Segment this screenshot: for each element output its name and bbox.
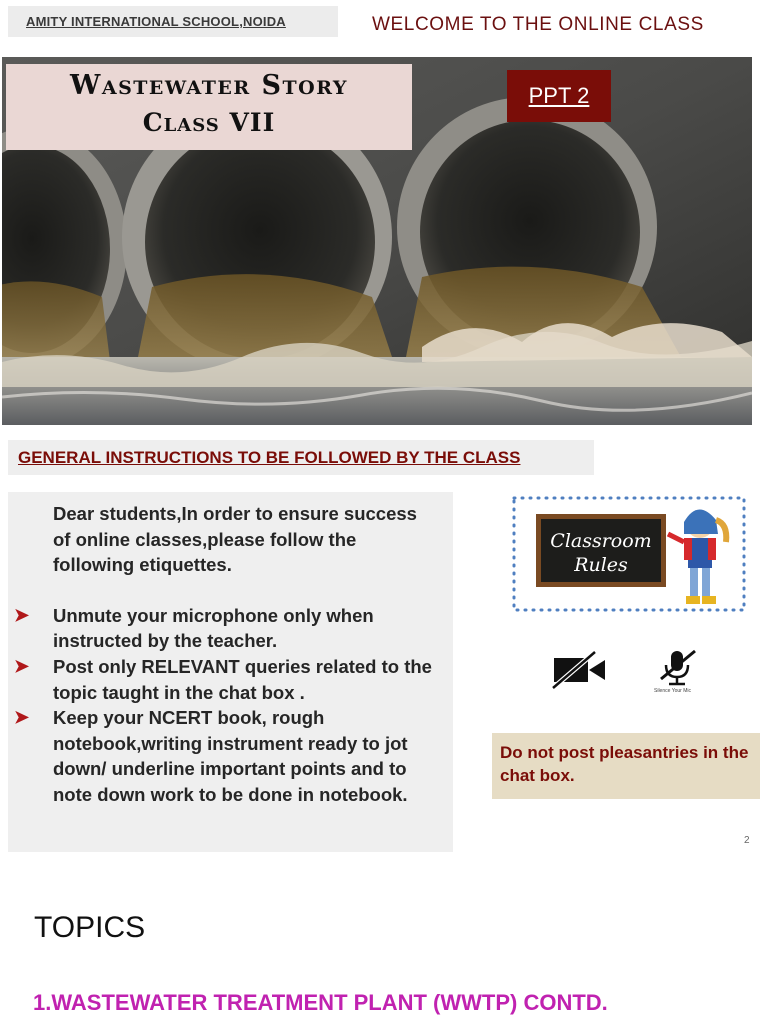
rule-item	[14, 705, 433, 807]
presentation-title: Wastewater Story	[70, 70, 348, 101]
topic-item: 1.WASTEWATER TREATMENT PLANT (WWTP) CONTD.	[33, 990, 608, 1015]
title-box	[6, 64, 412, 150]
instructions-heading: GENERAL INSTRUCTIONS TO BE FOLLOWED BY THE CLASS	[18, 447, 521, 467]
arrow-bullet-icon: ➤	[14, 604, 30, 625]
classroom-rules-illustration	[508, 494, 748, 616]
welcome-text: WELCOME TO THE ONLINE CLASS	[372, 14, 704, 35]
mic-off-icon	[655, 647, 699, 692]
rule-item	[14, 654, 433, 705]
arrow-bullet-icon: ➤	[14, 707, 30, 728]
class-label: Class VII	[142, 108, 276, 137]
ppt-badge	[507, 70, 611, 122]
classroom-rules-card	[508, 494, 748, 616]
ppt-badge-label: PPT 2	[528, 83, 590, 108]
instructions-intro: Dear students,In order to ensure success of online classes,please follow the following etiquettes.	[53, 503, 417, 576]
camera-off-icon	[551, 650, 607, 695]
rule-item	[14, 603, 433, 654]
instructions-heading-box	[8, 440, 594, 475]
chat-note: Do not post pleasantries in the chat box.	[492, 733, 760, 799]
mic-caption: Silence Your Mic	[654, 688, 691, 694]
school-name-box	[8, 6, 338, 37]
instructions-body	[8, 492, 453, 852]
rules-sign-line1: Classroom	[550, 530, 652, 552]
page-number: 2	[744, 835, 750, 846]
rule-text: Unmute your microphone only when instructed by the teacher.	[53, 604, 374, 652]
school-name: AMITY INTERNATIONAL SCHOOL,NOIDA	[26, 14, 286, 29]
rule-text: Keep your NCERT book, rough notebook,writing instrument ready to jot down/ underline important points and to note down work to be done in notebook.	[53, 707, 408, 805]
topics-heading: TOPICS	[34, 911, 146, 944]
rules-sign-line2: Rules	[574, 554, 628, 576]
rule-text: Post only RELEVANT queries related to the topic taught in the chat box .	[53, 655, 432, 703]
arrow-bullet-icon: ➤	[14, 655, 30, 676]
